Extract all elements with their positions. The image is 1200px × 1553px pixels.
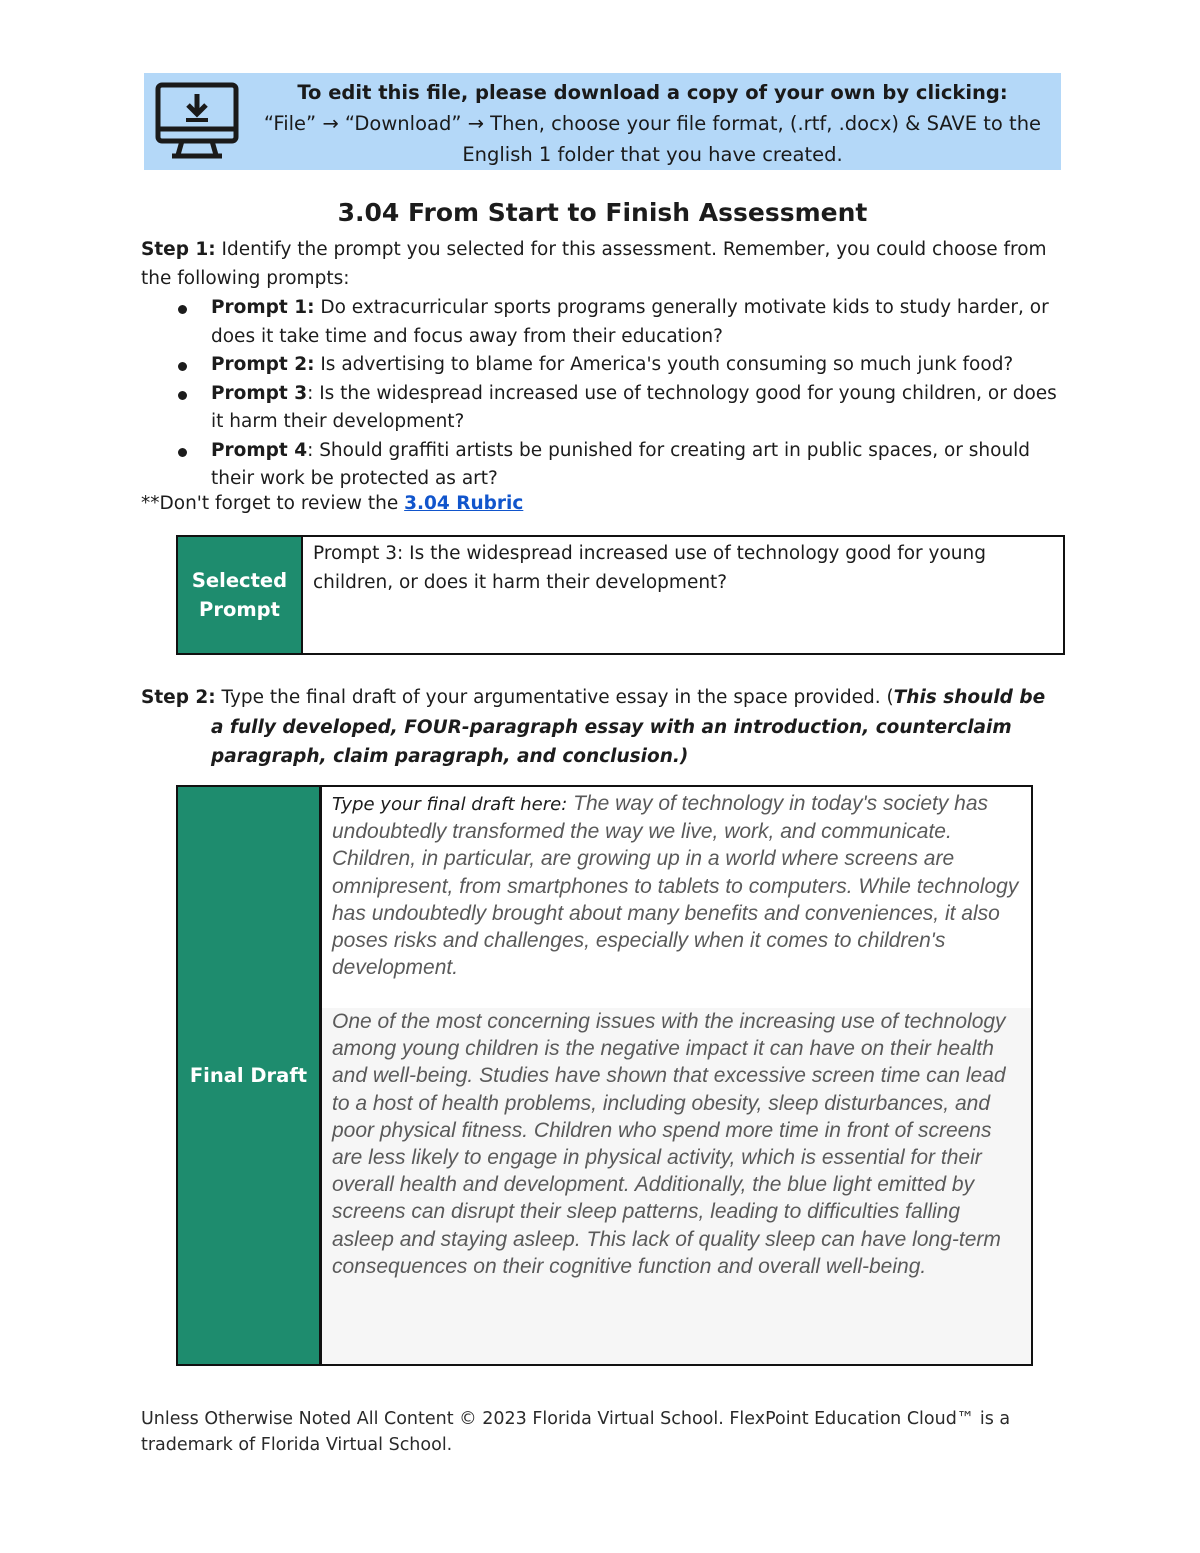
draft-paragraph-1[interactable] bbox=[322, 787, 1031, 1008]
copyright-footer: Unless Otherwise Noted All Content © 2023 Florida Virtual School. FlexPoint Education Cloud™ is a trademark of Florida Virtual School. bbox=[141, 1409, 1011, 1455]
list-item bbox=[141, 294, 1071, 351]
draft-paragraph-2[interactable]: One of the most concerning issues with the increasing use of technology among young children is the negative impact it can have on their health and well-being. Studies have shown that excessive screen time can lead to a host of health problems, including obesity, sleep disturbances, and poor physical fitness. Children who spend more time in front of screens are less likely to engage in physical activity, which is essential for their overall health and development. Additionally, the blue light emitted by screens can disrupt their sleep patterns, leading to difficulties falling asleep and staying asleep. This lack of quality sleep can have long-term consequences on their cognitive function and overall well-being. bbox=[322, 1008, 1031, 1364]
prompt-label: Prompt 2: bbox=[211, 354, 315, 375]
rubric-reminder bbox=[141, 490, 523, 519]
step-2-text: Type the final draft of your argumentative essay in the space provided. ( bbox=[215, 687, 894, 708]
list-item bbox=[141, 351, 1071, 380]
rubric-link[interactable]: 3.04 Rubric bbox=[404, 493, 524, 514]
draft-lead: Type your final draft here: bbox=[332, 794, 568, 815]
step-2-emphasis-2: a fully developed, FOUR-paragraph essay with an introduction, counterclaim paragraph, claim paragraph, and conclusion.) bbox=[211, 716, 1012, 767]
banner-line-1: To edit this file, please download a copy of your own by clicking: bbox=[297, 81, 1008, 104]
final-draft-header: Final Draft bbox=[178, 787, 322, 1364]
selected-prompt-field[interactable]: Prompt 3: Is the widespread increased use of technology good for young children, or does it harm their development? bbox=[313, 543, 986, 593]
prompt-text: Is advertising to blame for America's youth consuming so much junk food? bbox=[314, 354, 1014, 375]
bullet-icon bbox=[178, 362, 187, 371]
bullet-icon bbox=[178, 448, 187, 457]
bullet-icon bbox=[178, 305, 187, 314]
prompt-text: Do extracurricular sports programs generally motivate kids to study harder, or does it take time and focus away from their education? bbox=[211, 297, 1049, 347]
step-1-instructions bbox=[141, 236, 1061, 293]
final-draft-field[interactable] bbox=[322, 787, 1031, 1364]
selected-prompt-table bbox=[176, 535, 1065, 655]
bullet-icon bbox=[178, 391, 187, 400]
step-1-label: Step 1: bbox=[141, 239, 216, 260]
download-monitor-icon bbox=[154, 81, 240, 161]
prompt-list bbox=[141, 294, 1071, 494]
prompt-label: Prompt 4 bbox=[211, 439, 308, 461]
list-item bbox=[141, 437, 1071, 494]
step-1-text: Identify the prompt you selected for this assessment. Remember, you could choose from the following prompts: bbox=[141, 239, 1047, 289]
download-instructions-banner bbox=[144, 73, 1061, 170]
selected-prompt-header: Selected Prompt bbox=[178, 537, 303, 653]
step-2-emphasis-1: This should be bbox=[893, 687, 1046, 708]
banner-line-2: “File” → “Download” → Then, choose your file format, (.rtf, .docx) & SAVE to the bbox=[263, 112, 1042, 135]
reminder-text: **Don't forget to review the bbox=[141, 493, 405, 514]
page-title: 3.04 From Start to Finish Assessment bbox=[337, 198, 868, 227]
step-2-label: Step 2: bbox=[141, 687, 216, 708]
prompt-label: Prompt 1: bbox=[211, 297, 315, 318]
prompt-text: : Should graffiti artists be punished for creating art in public spaces, or should their work be protected as art? bbox=[211, 439, 1031, 489]
prompt-label: Prompt 3 bbox=[211, 382, 308, 404]
draft-paragraph-1-text: The way of technology in today's society has undoubtedly transformed the way we live, work, and communicate. Children, in particular, are growing up in a world where screens are omnipresent, from smartphones to tablets to computers. While technology has undoubtedly brought about many benefits and conveniences, it also poses risks and challenges, especially when it comes to children's development. bbox=[332, 792, 1019, 980]
step-2-instructions bbox=[141, 683, 1066, 772]
final-draft-table bbox=[176, 785, 1033, 1366]
banner-line-3: English 1 folder that you have created. bbox=[462, 143, 843, 166]
list-item bbox=[141, 380, 1071, 437]
prompt-text: : Is the widespread increased use of technology good for young children, or does it harm their development? bbox=[211, 382, 1057, 432]
